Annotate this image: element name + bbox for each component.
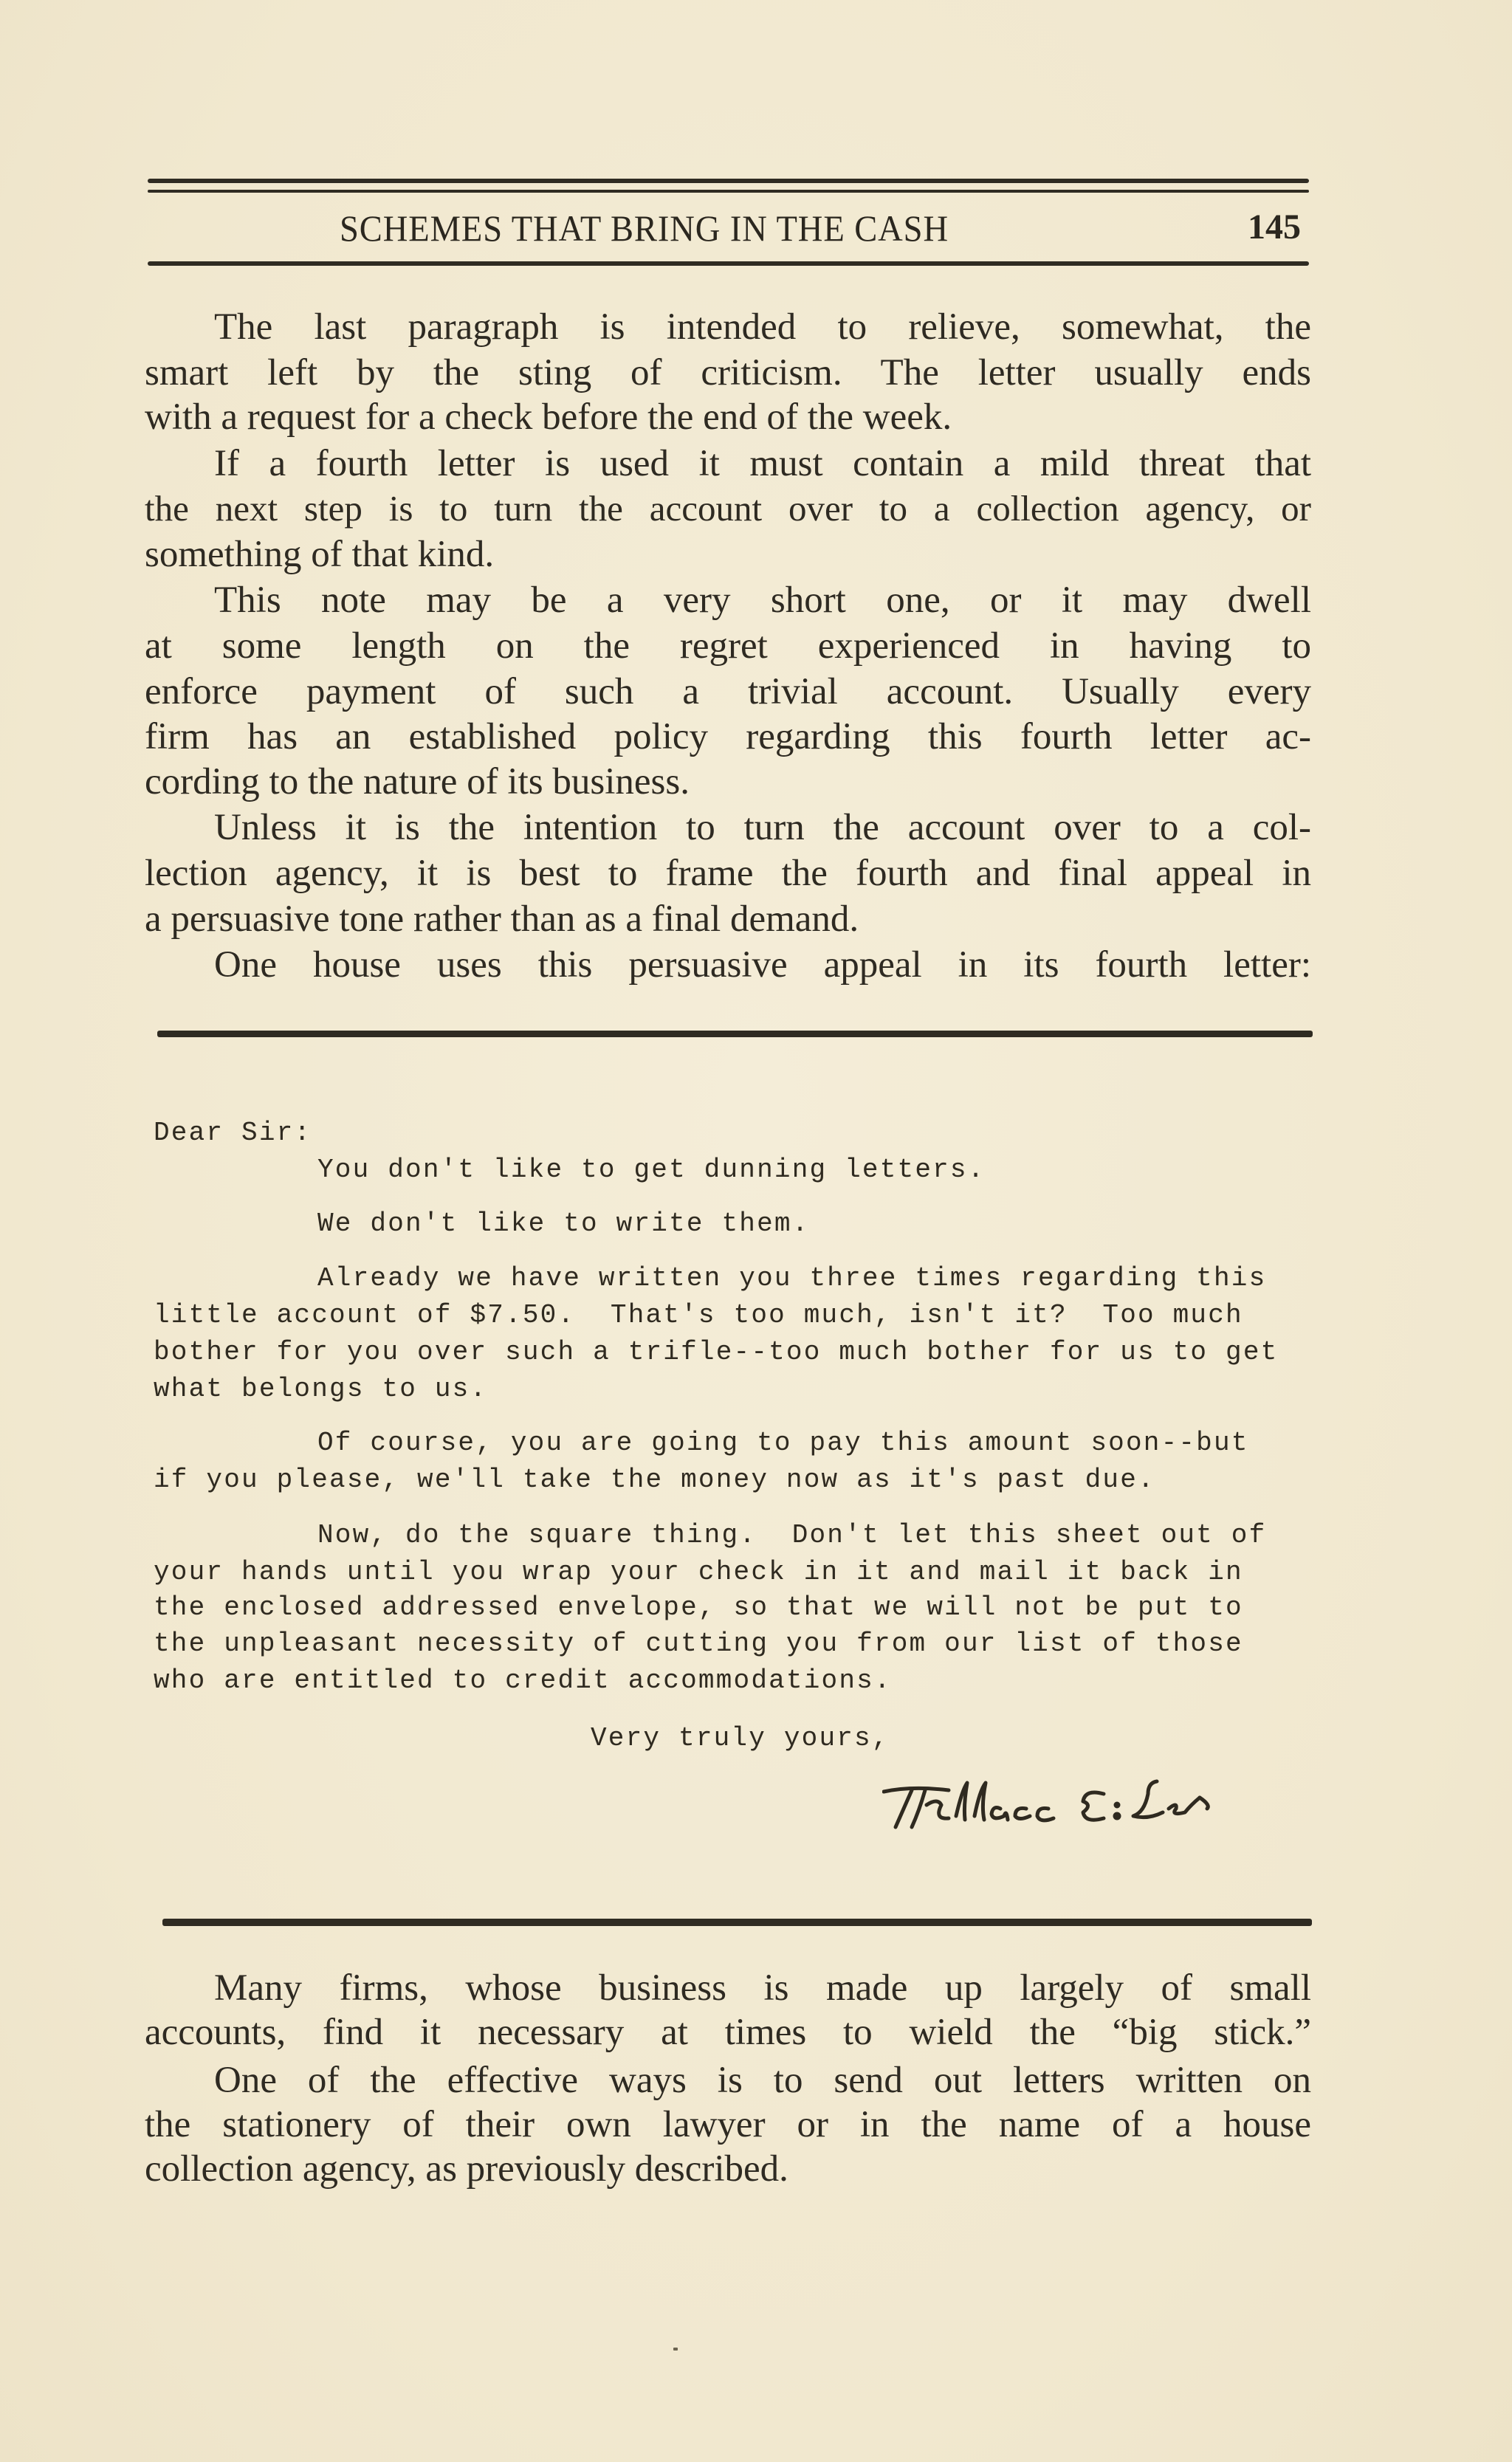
running-title: SCHEMES THAT BRING IN THE CASH xyxy=(340,207,949,249)
paper-speck xyxy=(673,2348,678,2351)
letter-rule-bottom xyxy=(162,1919,1312,1926)
letter-salutation: Dear Sir: xyxy=(154,1118,312,1148)
header-rule-top xyxy=(148,179,1309,183)
letter-line: what belongs to us. xyxy=(154,1374,488,1404)
body-line: The last paragraph is intended to relieve, somewhat, the xyxy=(214,306,1311,348)
body-line: a persuasive tone rather than as a final demand. xyxy=(145,898,859,940)
body-line: firm has an established policy regarding this fourth letter ac- xyxy=(145,716,1311,757)
body-line: something of that kind. xyxy=(145,534,495,575)
body-line: the stationery of their own lawyer or in the name of a house xyxy=(145,2104,1311,2145)
body-line: Many firms, whose business is made up largely of small xyxy=(214,1967,1311,2009)
body-line: enforce payment of such a trivial account. Usually every xyxy=(145,671,1311,712)
body-line: at some length on the regret experienced in having to xyxy=(145,625,1311,667)
letter-line: Now, do the square thing. Don't let this sheet out of xyxy=(317,1520,1267,1550)
page-number: 145 xyxy=(1248,207,1301,247)
body-line: One house uses this persuasive appeal in its fourth letter: xyxy=(214,944,1311,986)
body-line: smart left by the sting of criticism. The letter usually ends xyxy=(145,352,1311,393)
letter-line: Of course, you are going to pay this amount soon--but xyxy=(317,1428,1249,1458)
signature-icon xyxy=(882,1775,1229,1835)
body-line: with a request for a check before the end of the week. xyxy=(145,396,952,438)
letter-line: Already we have written you three times regarding this xyxy=(317,1263,1267,1293)
letter-line: if you please, we'll take the money now as it's past due. xyxy=(154,1465,1155,1495)
letter-rule-top xyxy=(157,1031,1313,1037)
header-rule-second xyxy=(148,190,1309,193)
body-line: collection agency, as previously described. xyxy=(145,2148,788,2190)
letter-line: We don't like to write them. xyxy=(317,1208,810,1239)
header-rule-bottom xyxy=(148,261,1309,266)
body-line: cording to the nature of its business. xyxy=(145,761,690,802)
body-line: lection agency, it is best to frame the fourth and final appeal in xyxy=(145,853,1311,894)
letter-line: little account of $7.50. That's too much, isn't it? Too much xyxy=(154,1300,1243,1330)
body-line: Unless it is the intention to turn the account over to a col- xyxy=(214,807,1311,848)
letter-line: bother for you over such a trifle--too much bother for us to get xyxy=(154,1337,1279,1367)
letter-line: the unpleasant necessity of cutting you from our list of those xyxy=(154,1629,1243,1659)
letter-line: You don't like to get dunning letters. xyxy=(317,1155,986,1185)
letter-line: the enclosed addressed envelope, so that we will not be put to xyxy=(154,1592,1243,1623)
body-line: the next step is to turn the account over to a collection agency, or xyxy=(145,488,1311,529)
body-line: accounts, find it necessary at times to wield the “big stick.” xyxy=(145,2012,1311,2053)
body-line: If a fourth letter is used it must contain a mild threat that xyxy=(214,443,1311,484)
body-line: One of the effective ways is to send out letters written on xyxy=(214,2060,1311,2101)
letter-line: who are entitled to credit accommodations. xyxy=(154,1665,892,1696)
letter-closing: Very truly yours, xyxy=(591,1723,890,1753)
signature xyxy=(882,1775,1229,1835)
body-line: This note may be a very short one, or it may dwell xyxy=(214,580,1311,621)
letter-line: your hands until you wrap your check in it and mail it back in xyxy=(154,1557,1243,1587)
